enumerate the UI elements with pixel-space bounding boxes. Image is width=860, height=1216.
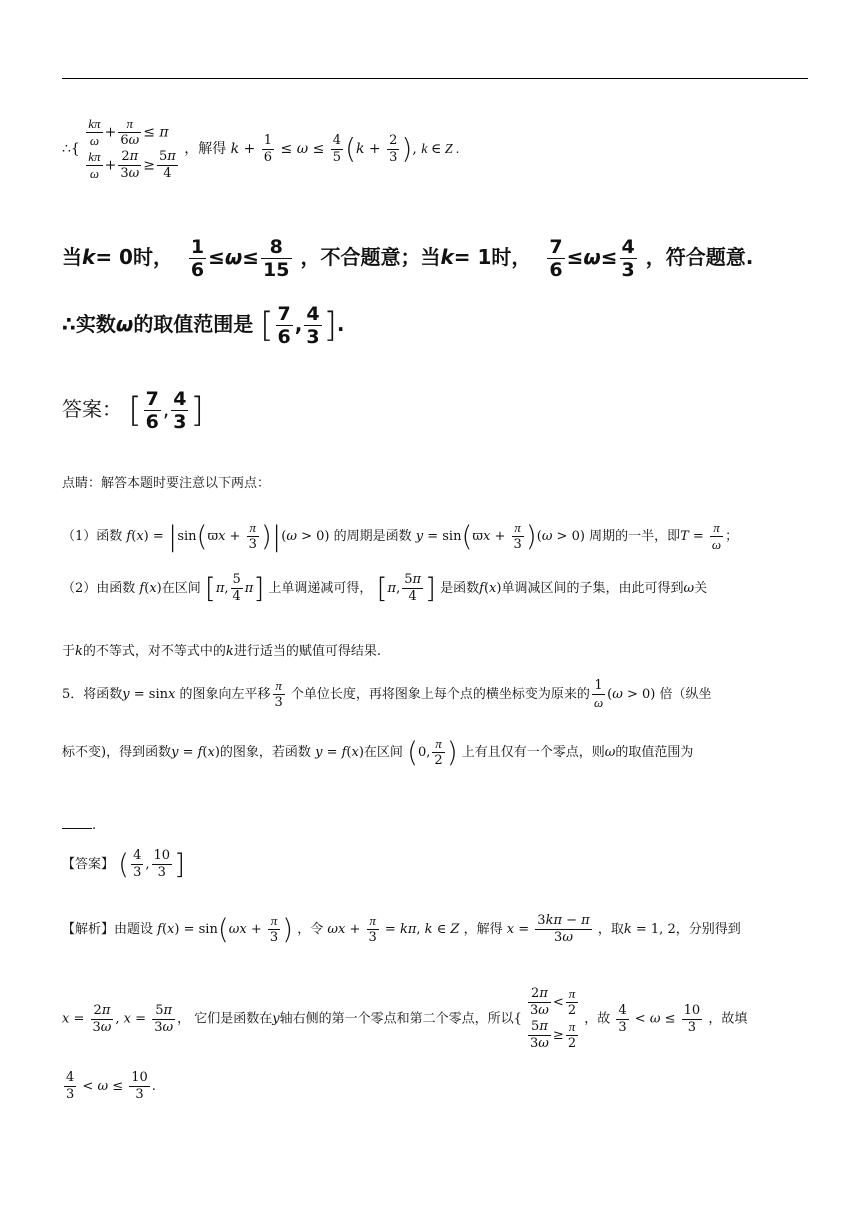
note-point-2-cont: 于k的不等式，对不等式中的k进行适当的赋值可得结果. (62, 644, 381, 659)
question-5-blank: . (62, 816, 96, 836)
answer-line: 答案： [ $\frac{7}{6}$ , $\frac{4}{3}$ ] (62, 388, 204, 433)
answer-5: 【答案】 ( $\frac{4}{3}$ , $\frac{10}{3}$ ] (62, 847, 185, 881)
analysis-5-cont: x = $\frac{2\pi}{3\omega}$ , x = $\frac{5\pi}{3\omega}$ ， 它们是函数在y轴右侧的第一个零点和第二个零点，所以{ $\frac{2\pi}{3\omega}$ < $\frac{\pi}{2}$ $\frac{5\pi}{3\omega}$ ≥ $\frac{\pi}{2}$ ，故 $\frac{4}{3}$ < ω ≤ $\frac{10}{3}$ ，故填 (62, 986, 748, 1051)
question-5: 5．将函数y = sinx 的图象向左平移 $\frac{\pi}{3}$ 个单位长度，再将图象上每个点的横坐标变为原来的 $\frac{1}{\omega}$ (ω > 0) 倍（纵坐 (62, 678, 712, 710)
note-heading: 点睛：解答本题时要注意以下两点： (62, 476, 271, 491)
system-line: ∴{ $\frac{k\pi}{\omega}$ + $\frac{\pi}{6\omega}$ ≤ π $\frac{k\pi}{\omega}$ + $\frac{2\pi}{3\omega}$ ≥ $\frac{5\pi}{4}$ ，解得 k + $\frac{1}{6}$ ≤ ω ≤ $\frac{4}{5}$ (k + $\frac{2}{3}$ ), k ∈ Z . (62, 116, 460, 181)
note-point-1: （1）函数 f(x) = |sin(ϖx + $\frac{\pi}{3}$ )|(ω > 0) 的周期是函数 y = sin(ϖx + $\frac{\pi}{3}$ )(ω > 0) 周期的一半，即T = $\frac{\pi}{\omega}$ ； (62, 519, 739, 553)
question-5-cont: 标不变)，得到函数y = f(x)的图象，若函数 y = f(x)在区间 (0, $\frac{\pi}{2}$ ) 上有且仅有一个零点，则ω的取值范围为 (62, 735, 694, 769)
header-rule (62, 78, 808, 79)
case-line: 当k= 0时， $\frac{1}{6}$ ≤ω≤ $\frac{8}{15}$ ，不合题意；当k= 1时， $\frac{7}{6}$ ≤ω≤ $\frac{4}{3}$ ，符合题意. (62, 236, 754, 281)
range-line: ∴实数ω的取值范围是 [ $\frac{7}{6}$ , $\frac{4}{3}$ ]. (62, 303, 345, 348)
analysis-5-end: $\frac{4}{3}$ < ω ≤ $\frac{10}{3}$ . (66, 1070, 156, 1102)
analysis-5: 【解析】由题设 f(x) = sin(ωx + $\frac{\pi}{3}$ ) ，令 ωx + $\frac{\pi}{3}$ = kπ, k ∈ Z ，解得 x = $\frac{3k\pi - \pi}{3\omega}$ ，取k = 1, 2，分别得到 (62, 912, 741, 946)
note-point-2: （2）由函数 f(x)在区间 [π, $\frac{5}{4}$ π] 上单调递减可得， [π, $\frac{5\pi}{4}$ ] 是函数f(x)单调减区间的子集，由此可得到ω关 (62, 571, 708, 605)
